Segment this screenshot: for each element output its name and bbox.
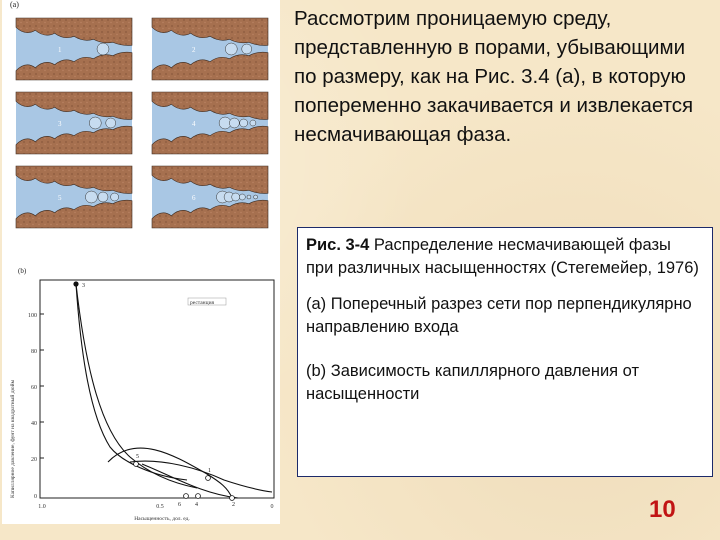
curve-point-label: 4 bbox=[195, 502, 198, 508]
pore-panel-number: 2 bbox=[192, 46, 196, 54]
y-tick-label: 0 bbox=[34, 494, 37, 500]
capillary-pressure-chart bbox=[2, 262, 280, 524]
panel-a-label: (a) bbox=[10, 0, 19, 9]
y-tick-label: 60 bbox=[31, 385, 37, 391]
pore-panel bbox=[16, 18, 132, 80]
y-tick-label: 20 bbox=[31, 457, 37, 463]
pore-network-illustration bbox=[2, 0, 280, 262]
pore-panel bbox=[16, 92, 132, 154]
panel-b-label: (b) bbox=[18, 267, 27, 275]
plot-frame bbox=[40, 280, 274, 498]
pore-panel-number: 4 bbox=[192, 120, 196, 128]
caption-part-a: (а) Поперечный разрез сети пор перпендикулярно направлению входа bbox=[306, 295, 692, 336]
x-tick-label: 0.5 bbox=[156, 504, 164, 510]
pore-panels bbox=[16, 18, 268, 228]
y-tick-label: 40 bbox=[31, 421, 37, 427]
x-axis-title: Насыщенность, дол. ед. bbox=[134, 516, 190, 522]
page-number: 10 bbox=[649, 496, 676, 523]
caption-part-b: (b) Зависимость капиллярного давления от насыщенности bbox=[306, 362, 640, 403]
y-tick-label: 100 bbox=[28, 313, 37, 319]
curve-point bbox=[73, 281, 78, 286]
y-axis-title: Капиллярное давление, фунт на квадратный дюйм bbox=[10, 379, 16, 498]
x-axis bbox=[38, 504, 273, 510]
pore-panel bbox=[152, 18, 268, 80]
pore-panel-number: 1 bbox=[58, 46, 62, 54]
curves bbox=[76, 284, 272, 498]
y-axis bbox=[28, 313, 44, 500]
pore-panel-number: 5 bbox=[58, 194, 62, 202]
legend-text: рестанция bbox=[190, 300, 215, 306]
figure-caption-box bbox=[297, 227, 713, 477]
curve-point-label: 5 bbox=[136, 454, 139, 460]
imbibition-curve-1 bbox=[108, 448, 232, 498]
chart-svg bbox=[2, 262, 280, 524]
imbibition-curve-3 bbox=[142, 464, 238, 498]
caption-figure-ref: Рис. 3-4 bbox=[306, 236, 370, 254]
pore-panel-number: 6 bbox=[192, 194, 196, 202]
pore-panel-number: 3 bbox=[58, 120, 62, 128]
caption-title bbox=[306, 234, 702, 279]
curve-point-label: 1 bbox=[208, 468, 211, 474]
pore-network-figure bbox=[2, 0, 280, 262]
curve-point-label: 2 bbox=[232, 502, 235, 508]
curve-point bbox=[184, 494, 189, 499]
curve-point bbox=[134, 462, 139, 467]
curve-point bbox=[230, 496, 235, 501]
curve-point bbox=[206, 476, 211, 481]
pore-panel bbox=[16, 166, 132, 228]
x-tick-label: 0 bbox=[270, 504, 274, 510]
intro-paragraph: Рассмотрим проницаемую среду, представленную в порами, убывающими по размеру, как на Рис. 3.4 (а), в которую попеременно закачивается и извлекается несмачивающая фаза. bbox=[294, 7, 694, 146]
pore-panel bbox=[152, 92, 268, 154]
x-tick-label: 1.0 bbox=[38, 504, 46, 510]
curve-point bbox=[196, 494, 201, 499]
pore-panel bbox=[152, 166, 268, 228]
curve-point-label: 6 bbox=[178, 502, 181, 508]
y-tick-label: 80 bbox=[31, 349, 37, 355]
imbibition-curve-2 bbox=[130, 461, 272, 492]
caption-title-text: Распределение несмачивающей фазы при различных насыщенностях (Стегемейер, 1976) bbox=[306, 236, 699, 277]
curve-point-label: 3 bbox=[82, 283, 85, 289]
